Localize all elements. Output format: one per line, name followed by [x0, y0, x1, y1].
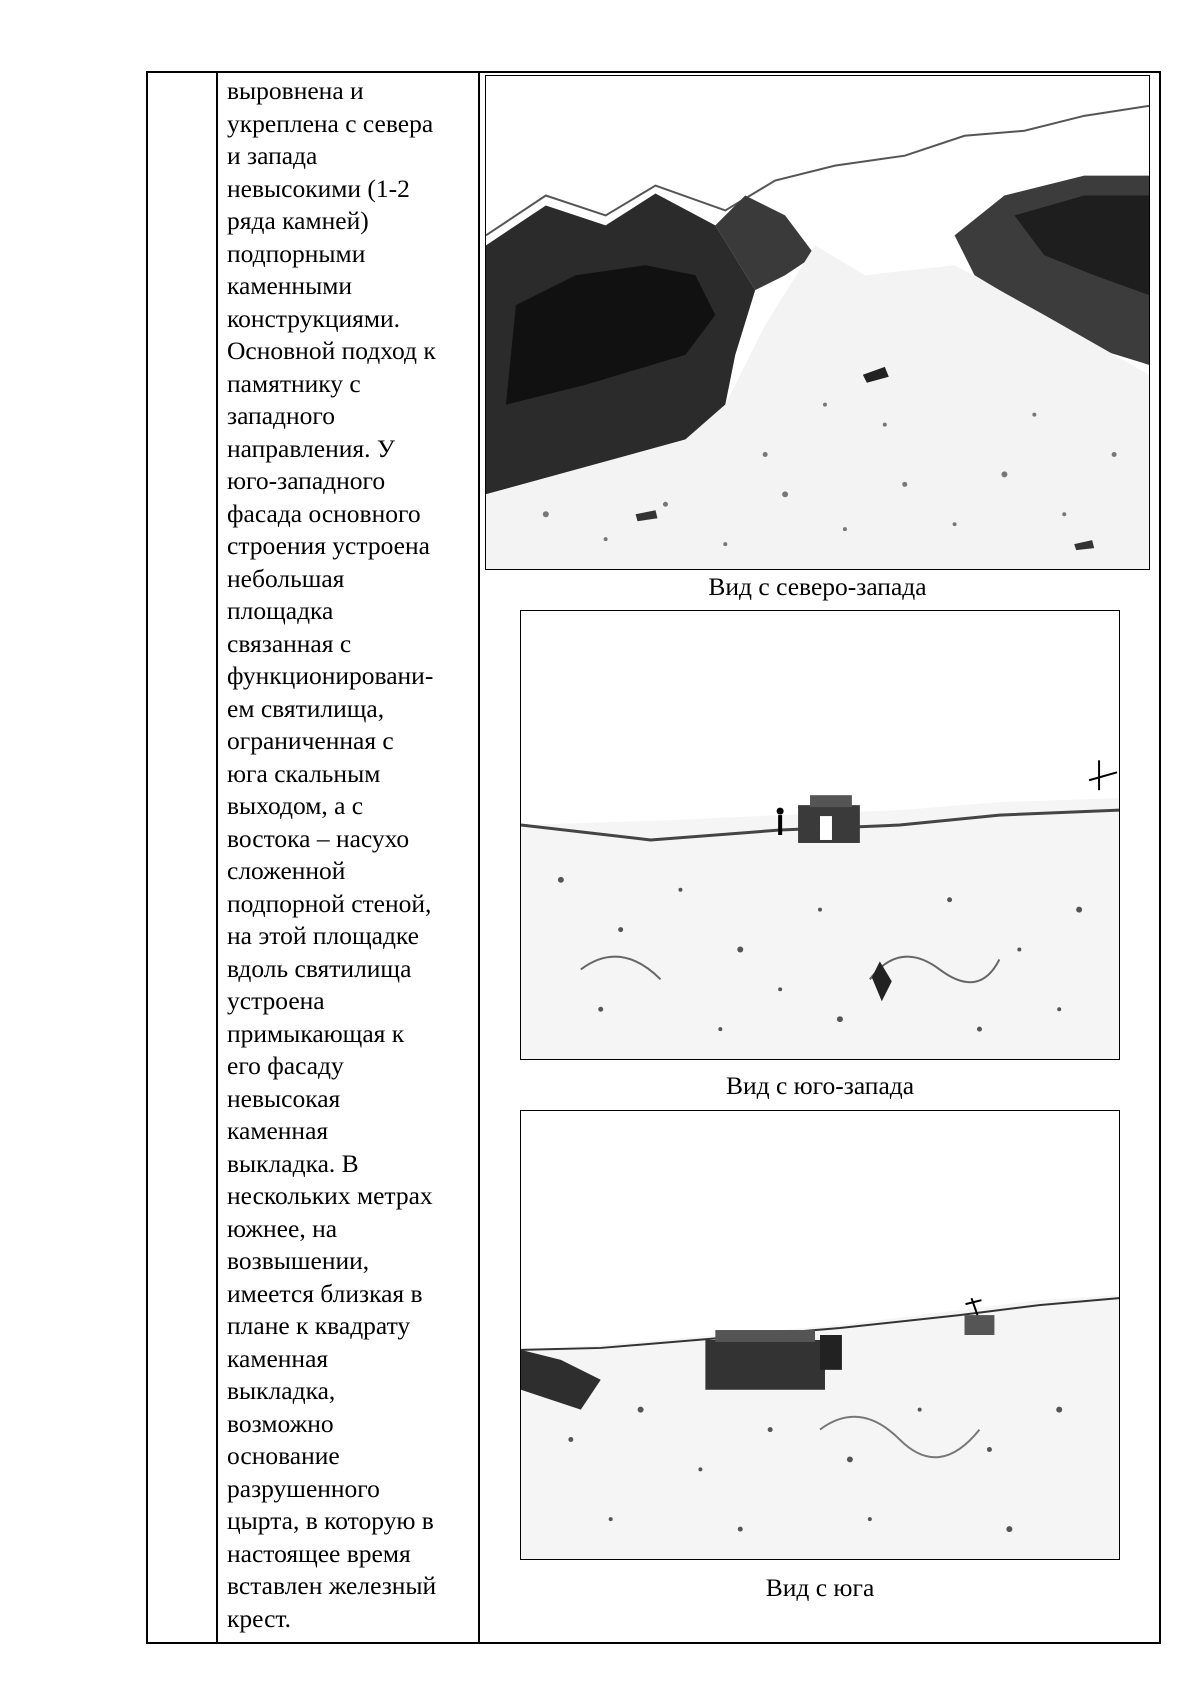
- description-line: возвышении,: [227, 1246, 370, 1275]
- description-line: сложенной: [227, 856, 346, 885]
- description-line: функционировани-: [227, 661, 434, 690]
- description-line: имеется близкая в: [227, 1278, 423, 1308]
- column-divider-1: [216, 73, 218, 1642]
- description-line: выкладка. В: [227, 1148, 359, 1178]
- description-line: направления. У: [227, 433, 395, 463]
- description-line: невысокими (1-2: [227, 173, 410, 203]
- description-line: плане к квадрату: [227, 1311, 411, 1340]
- photo-south-view: [520, 1110, 1120, 1560]
- description-line: западного: [227, 401, 335, 430]
- photo-caption: Вид с северо-запада: [708, 572, 927, 601]
- description-line: нескольких метрах: [227, 1181, 433, 1210]
- photo-northwest-view: [485, 75, 1150, 570]
- description-line: укреплена с севера: [227, 108, 434, 138]
- description-line: выходом, а с: [227, 791, 364, 820]
- description-line: юго-западного: [227, 466, 386, 495]
- description-line: каменная: [227, 1116, 329, 1145]
- description-line: основание: [227, 1441, 340, 1470]
- description-line: площадка: [227, 596, 334, 625]
- description-line: на этой площадке: [227, 921, 419, 950]
- description-line: цырта, в которую в: [227, 1506, 434, 1535]
- description-line: ем святилища,: [227, 693, 385, 723]
- description-line: вдоль святилища: [227, 953, 412, 983]
- description-line: подпорной стеной,: [227, 888, 432, 918]
- description-line: и запада: [227, 141, 318, 170]
- description-line: ряда камней): [227, 206, 369, 235]
- description-line: вставлен железный: [227, 1571, 437, 1600]
- photo-northwest-image: [486, 76, 1149, 569]
- description-line: юга скальным: [227, 758, 381, 788]
- photo-caption: Вид с юго-запада: [725, 1071, 915, 1100]
- description-line: выровнена и: [227, 76, 364, 105]
- description-line: ограниченная с: [227, 726, 394, 755]
- description-line: примыкающая к: [227, 1018, 405, 1048]
- description-line: связанная с: [227, 628, 352, 658]
- description-line: фасада основного: [227, 498, 421, 528]
- description-line: невысокая: [227, 1083, 341, 1113]
- description-line: подпорными: [227, 238, 366, 268]
- description-line: строения устроена: [227, 531, 430, 560]
- description-line: крест.: [227, 1603, 292, 1633]
- description-line: настоящее время: [227, 1538, 411, 1568]
- description-line: востока – насухо: [227, 823, 410, 853]
- description-line: возможно: [227, 1408, 334, 1438]
- description-line: южнее, на: [227, 1213, 338, 1243]
- description-line: Основной подход к: [227, 336, 436, 365]
- photo-southwest-view: [520, 610, 1120, 1060]
- description-cell: [227, 75, 477, 1642]
- description-line: разрушенного: [227, 1473, 380, 1503]
- column-divider-2: [478, 73, 480, 1642]
- photo-caption: Вид с юга: [765, 1573, 875, 1602]
- description-line: каменная: [227, 1343, 329, 1373]
- photo-south-image: [521, 1111, 1119, 1559]
- description-line: выкладка,: [227, 1376, 336, 1405]
- description-line: памятнику с: [227, 368, 361, 398]
- description-line: каменными: [227, 271, 352, 300]
- description-line: конструкциями.: [227, 303, 400, 333]
- photo-southwest-image: [521, 611, 1119, 1059]
- description-line: устроена: [227, 986, 325, 1015]
- description-line: его фасаду: [227, 1051, 344, 1080]
- description-line: небольшая: [227, 563, 345, 593]
